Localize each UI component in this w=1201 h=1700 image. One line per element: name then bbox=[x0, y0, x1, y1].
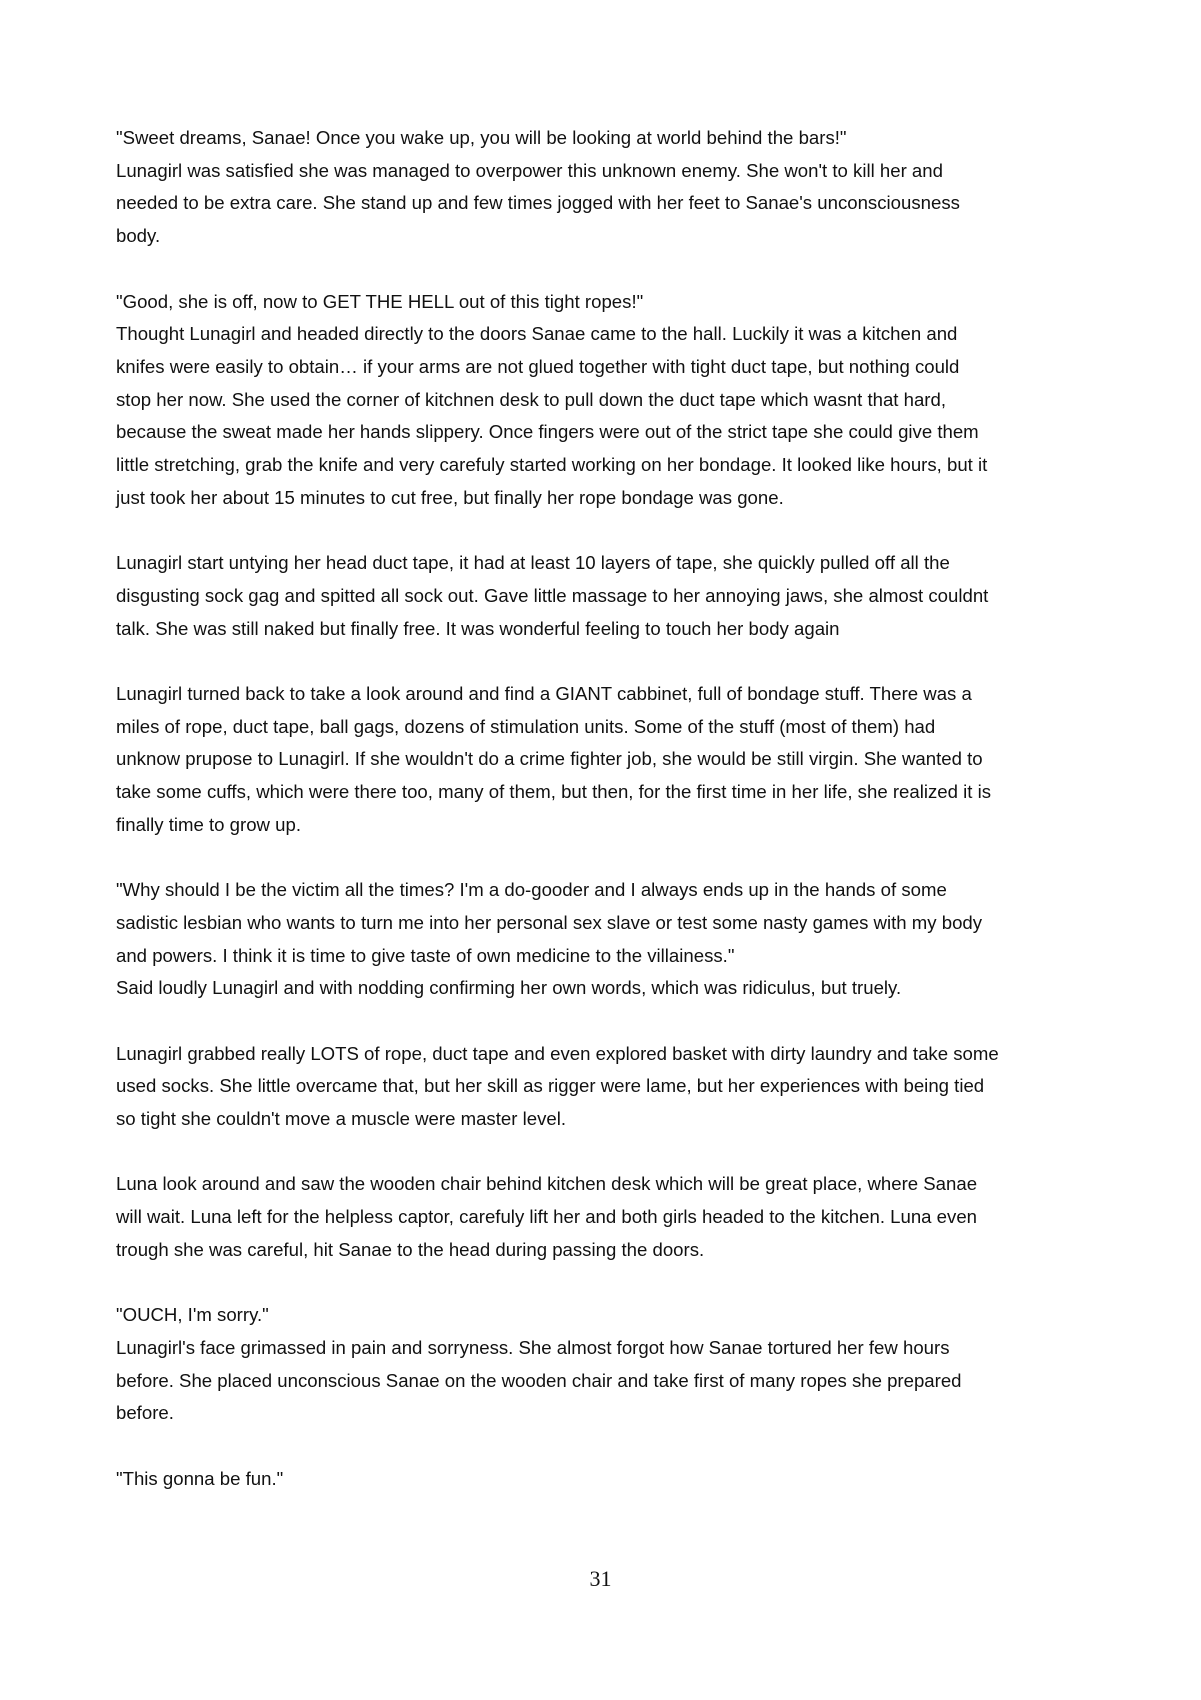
paragraph bbox=[116, 286, 1116, 515]
text-line: disgusting sock gag and spitted all sock out. Gave little massage to her annoying jaws, she almost couldnt bbox=[116, 584, 989, 606]
text-line: before. She placed unconscious Sanae on the wooden chair and take first of many ropes she prepared bbox=[116, 1369, 962, 1391]
text-line: Said loudly Lunagirl and with nodding confirming her own words, which was ridiculus, but truely. bbox=[116, 977, 902, 999]
text-line: Lunagirl's face grimassed in pain and sorryness. She almost forgot how Sanae tortured her few hours bbox=[116, 1336, 950, 1358]
text-line: unknow prupose to Lunagirl. If she wouldn't do a crime fighter job, she would be still virgin. She wanted to bbox=[116, 748, 983, 770]
text-line: will wait. Luna left for the helpless captor, carefuly lift her and both girls headed to the kitchen. Luna even bbox=[116, 1206, 977, 1228]
text-line: "This gonna be fun." bbox=[116, 1467, 284, 1489]
text-line: because the sweat made her hands slippery. Once fingers were out of the strict tape she could give them bbox=[116, 421, 979, 443]
text-line: Lunagirl start untying her head duct tape, it had at least 10 layers of tape, she quickly pulled off all the bbox=[116, 552, 950, 574]
text-line: "Good, she is off, now to GET THE HELL out of this tight ropes!" bbox=[116, 290, 644, 312]
text-line: Lunagirl was satisfied she was managed to overpower this unknown enemy. She won't to kill her and bbox=[116, 159, 943, 181]
text-line: "Why should I be the victim all the times? I'm a do-gooder and I always ends up in the hands of some bbox=[116, 879, 947, 901]
page-number: 31 bbox=[589, 1566, 612, 1591]
text-line: miles of rope, duct tape, ball gags, dozens of stimulation units. Some of the stuff (most of them) had bbox=[116, 715, 936, 737]
text-line: and powers. I think it is time to give taste of own medicine to the villainess." bbox=[116, 944, 735, 966]
text-line: "Sweet dreams, Sanae! Once you wake up, you will be looking at world behind the bars!" bbox=[116, 127, 847, 148]
text-line: finally time to grow up. bbox=[116, 813, 301, 835]
paragraph bbox=[116, 1038, 1116, 1136]
text-line: Lunagirl grabbed really LOTS of rope, duct tape and even explored basket with dirty laundry and take some bbox=[116, 1042, 999, 1064]
text-line: "OUCH, I'm sorry." bbox=[116, 1304, 269, 1326]
paragraph bbox=[116, 1168, 1116, 1266]
text-line: Luna look around and saw the wooden chair behind kitchen desk which will be great place, where Sanae bbox=[116, 1173, 978, 1195]
text-line: used socks. She little overcame that, but her skill as rigger were lame, but her experiences with being tied bbox=[116, 1075, 985, 1097]
text-line: so tight she couldn't move a muscle were master level. bbox=[116, 1108, 566, 1130]
paragraph bbox=[116, 1463, 1116, 1496]
text-line: needed to be extra care. She stand up and few times jogged with her feet to Sanae's unconsciousness bbox=[116, 192, 960, 214]
text-line: Thought Lunagirl and headed directly to the doors Sanae came to the hall. Luckily it was a kitchen and bbox=[116, 323, 958, 345]
paragraph bbox=[116, 874, 1116, 1005]
text-line: before. bbox=[116, 1402, 174, 1424]
text-line: talk. She was still naked but finally free. It was wonderful feeling to touch her body again bbox=[116, 617, 840, 639]
text-line: sadistic lesbian who wants to turn me into her personal sex slave or test some nasty games with my body bbox=[116, 911, 983, 933]
text-line: body. bbox=[116, 225, 161, 247]
paragraph bbox=[116, 122, 1116, 253]
text-line: trough she was careful, hit Sanae to the head during passing the doors. bbox=[116, 1238, 705, 1260]
text-line: little stretching, grab the knife and very carefuly started working on her bondage. It looked like hours, but it bbox=[116, 454, 988, 476]
paragraph bbox=[116, 678, 1116, 842]
text-line: Lunagirl turned back to take a look around and find a GIANT cabbinet, full of bondage stuff. There was a bbox=[116, 682, 972, 704]
paragraph bbox=[116, 547, 1116, 645]
text-line: stop her now. She used the corner of kitchnen desk to pull down the duct tape which wasnt that hard, bbox=[116, 388, 946, 410]
text-line: take some cuffs, which were there too, many of them, but then, for the first time in her life, she realized it is bbox=[116, 781, 991, 803]
text-line: just took her about 15 minutes to cut free, but finally her rope bondage was gone. bbox=[116, 486, 784, 508]
document-body bbox=[116, 122, 1116, 1528]
text-line: knifes were easily to obtain… if your arms are not glued together with tight duct tape, but nothing could bbox=[116, 355, 960, 377]
paragraph bbox=[116, 1299, 1116, 1430]
